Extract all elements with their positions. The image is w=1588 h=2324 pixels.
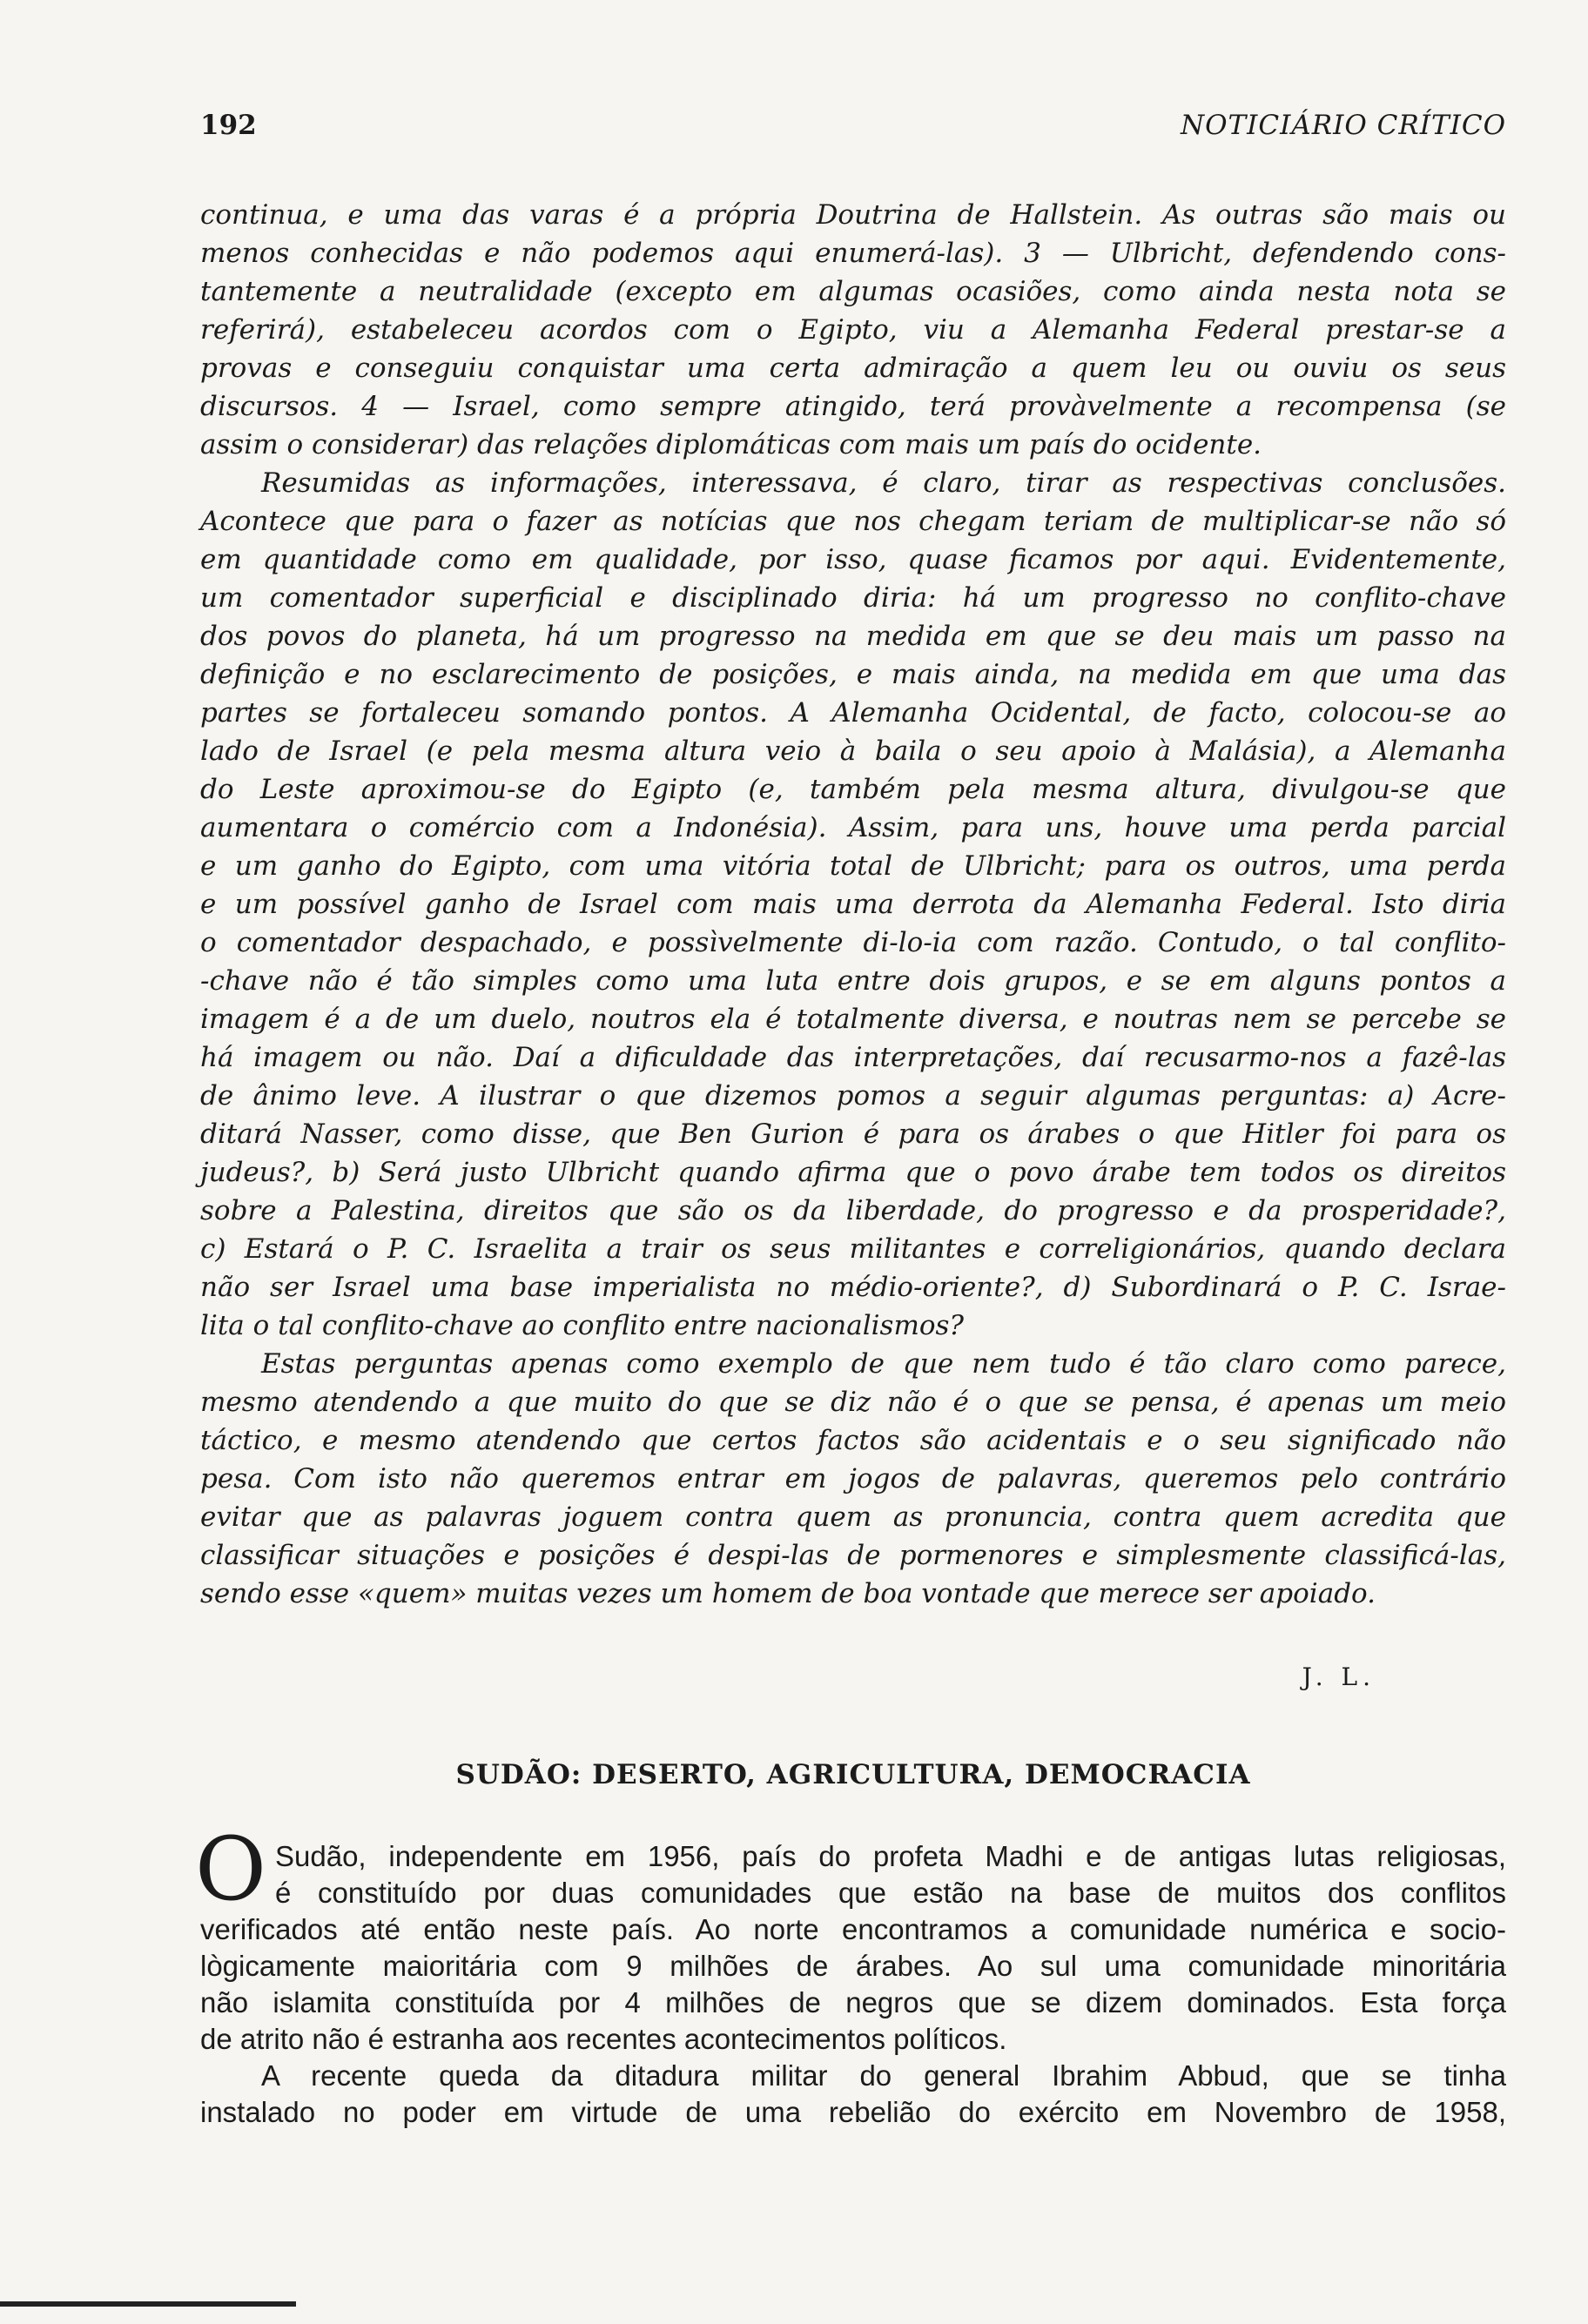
- text-line: verificados até então neste país. Ao norte encontramos a comunidade numérica e socio-: [200, 1913, 1506, 1945]
- text-line: de atrito não é estranha aos recentes acontecimentos políticos.: [200, 2023, 1007, 2055]
- text-line: imagem é a de um duelo, noutros ela é totalmente diversa, e noutras nem se percebe se: [200, 1004, 1506, 1035]
- article-body: [200, 1838, 1506, 2131]
- text-line: c) Estará o P. C. Israelita a trair os seus militantes e correligionários, quando declara: [200, 1233, 1506, 1265]
- text-line: não islamita constituída por 4 milhões de negros que se dizem dominados. Esta força: [200, 1986, 1506, 2018]
- text-line: em quantidade como em qualidade, por isso, quase ficamos por aqui. Evidentemente,: [200, 544, 1506, 575]
- text-line: classificar situações e posições é despi-las de pormenores e simplesmente classificá-las,: [200, 1540, 1506, 1571]
- text-line: lògicamente maioritária com 9 milhões de árabes. Ao sul uma comunidade minoritária: [200, 1950, 1506, 1982]
- text-line: referirá), estabeleceu acordos com o Egipto, viu a Alemanha Federal prestar-se a: [200, 314, 1506, 346]
- commentary-text: [200, 196, 1506, 1613]
- text-line: definição e no esclarecimento de posições, e mais ainda, na medida em que uma das: [200, 659, 1506, 690]
- text-line: pesa. Com isto não queremos entrar em jogos de palavras, queremos pelo contrário: [200, 1463, 1506, 1494]
- text-line: instalado no poder em virtude de uma rebelião do exército em Novembro de 1958,: [200, 2096, 1506, 2128]
- text-line: A recente queda da ditadura militar do general Ibrahim Abbud, que se tinha: [261, 2059, 1506, 2092]
- text-line: táctico, e mesmo atendendo que certos factos são acidentais e o seu significado não: [200, 1425, 1506, 1456]
- text-line: continua, e uma das varas é a própria Doutrina de Hallstein. As outras são mais ou: [200, 199, 1506, 231]
- text-line: e um ganho do Egipto, com uma vitória total de Ulbricht; para os outros, uma perda: [200, 850, 1506, 882]
- drop-cap: O: [195, 1818, 266, 1920]
- text-line: do Leste aproximou-se do Egipto (e, também pela mesma altura, divulgou-se que: [200, 774, 1506, 805]
- text-line: tantemente a neutralidade (excepto em algumas ocasiões, como ainda nesta nota se: [200, 276, 1506, 307]
- text-line: Acontece que para o fazer as notícias que nos chegam teriam de multiplicar-se não só: [200, 506, 1506, 537]
- text-line: assim o considerar) das relações diplomáticas com mais um país do ocidente.: [200, 429, 1262, 460]
- text-line: menos conhecidas e não podemos aqui enumerá-las). 3 — Ulbricht, defendendo cons-: [200, 238, 1506, 269]
- text-line: ditará Nasser, como disse, que Ben Gurion é para os árabes o que Hitler foi para os: [200, 1118, 1506, 1150]
- text-line: mesmo atendendo a que muito do que se diz não é o que se pensa, é apenas um meio: [200, 1387, 1506, 1418]
- text-line: sobre a Palestina, direitos que são os da liberdade, do progresso e da prosperidade?,: [200, 1195, 1506, 1226]
- text-line: aumentara o comércio com a Indonésia). Assim, para uns, houve uma perda parcial: [200, 812, 1506, 843]
- text-line: lado de Israel (e pela mesma altura veio à baila o seu apoio à Malásia), a Alemanha: [200, 735, 1506, 767]
- text-line: -chave não é tão simples como uma luta entre dois grupos, e se em alguns pontos a: [200, 965, 1506, 997]
- text-line: judeus?, b) Será justo Ulbricht quando afirma que o povo árabe tem todos os direitos: [200, 1157, 1506, 1188]
- text-line: sendo esse «quem» muitas vezes um homem de boa vontade que merece ser apoiado.: [200, 1578, 1376, 1609]
- text-line: provas e conseguiu conquistar uma certa admiração a quem leu ou ouviu os seus: [200, 353, 1506, 384]
- text-line: Sudão, independente em 1956, país do profeta Madhi e de antigas lutas religiosas,: [275, 1840, 1506, 1872]
- text-line: é constituído por duas comunidades que estão na base de muitos dos conflitos: [275, 1877, 1506, 1909]
- text-line: o comentador despachado, e possìvelmente di-lo-ia com razão. Contudo, o tal conflito-: [200, 927, 1506, 958]
- text-line: e um possível ganho de Israel com mais uma derrota da Alemanha Federal. Isto diria: [200, 889, 1506, 920]
- text-line: Estas perguntas apenas como exemplo de que nem tudo é tão claro como parece,: [261, 1348, 1506, 1380]
- page-header: [200, 110, 1506, 150]
- text-line: Resumidas as informações, interessava, é claro, tirar as respectivas conclusões.: [261, 467, 1506, 499]
- text-line: lita o tal conflito-chave ao conflito entre nacionalismos?: [200, 1310, 965, 1341]
- text-line: há imagem ou não. Daí a dificuldade das interpretações, daí recusarmo-nos a fazê-las: [200, 1042, 1506, 1073]
- text-line: evitar que as palavras joguem contra quem as pronuncia, contra quem acredita que: [200, 1501, 1506, 1533]
- text-line: partes se fortaleceu somando pontos. A Alemanha Ocidental, de facto, colocou-se ao: [200, 697, 1506, 729]
- section-heading: SUDÃO: DESERTO, AGRICULTURA, DEMOCRACIA: [455, 1759, 1251, 1790]
- running-title: NOTICIÁRIO CRÍTICO: [1180, 110, 1506, 141]
- scan-edge-rule: [0, 2301, 296, 2307]
- text-line: de ânimo leve. A ilustrar o que dizemos pomos a seguir algumas perguntas: a) Acre-: [200, 1080, 1506, 1112]
- author-signature: J. L.: [1302, 1662, 1376, 1691]
- text-line: dos povos do planeta, há um progresso na medida em que se deu mais um passo na: [200, 621, 1506, 652]
- text-line: um comentador superficial e disciplinado diria: há um progresso no conflito-chave: [200, 582, 1506, 614]
- text-line: não ser Israel uma base imperialista no médio-oriente?, d) Subordinará o P. C. Israe-: [200, 1272, 1506, 1303]
- page-number: 192: [200, 110, 257, 141]
- text-line: discursos. 4 — Israel, como sempre atingido, terá provàvelmente a recompensa (se: [200, 391, 1506, 422]
